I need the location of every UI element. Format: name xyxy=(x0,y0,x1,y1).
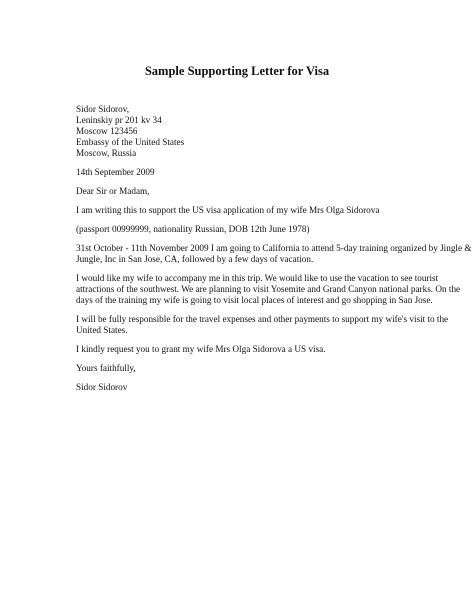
address-line: Sidor Sidorov, xyxy=(76,104,130,114)
signature-name: Sidor Sidorov xyxy=(76,382,128,392)
closing: Yours faithfully, xyxy=(76,363,136,373)
paragraph-line: I kindly request you to grant my wife Mrs Olga Sidorova a US visa. xyxy=(76,344,326,354)
paragraph-line: I am writing this to support the US visa application of my wife Mrs Olga Sidorova xyxy=(76,205,380,215)
paragraph-line: (passport 00999999, nationality Russian, DOB 12th June 1978) xyxy=(76,224,310,234)
paragraph-purpose xyxy=(76,205,474,216)
paragraph-trip xyxy=(76,273,474,306)
paragraph-line: I would like my wife to accompany me in this trip. We would like to use the vacation to see tourist xyxy=(76,273,439,283)
address-line: Embassy of the United States xyxy=(76,137,185,147)
address-line: Moscow 123456 xyxy=(76,126,138,136)
paragraph-line: Jungle, Inc in San Jose, CA, followed by a few days of vacation. xyxy=(76,254,314,264)
paragraph-line: days of the training my wife is going to visit local places of interest and go shopping in San Jose. xyxy=(76,295,433,305)
paragraph-line: I will be fully responsible for the travel expenses and other payments to support my wife's visit to the xyxy=(76,314,449,324)
letter-title: Sample Supporting Letter for Visa xyxy=(144,64,330,78)
paragraph-dates xyxy=(76,243,474,265)
address-line: Leninskiy pr 201 kv 34 xyxy=(76,115,162,125)
address-line: Moscow, Russia xyxy=(76,148,137,158)
letter-body xyxy=(76,104,474,393)
sender-address-block xyxy=(76,104,474,159)
paragraph-passport xyxy=(76,224,474,235)
paragraph-request xyxy=(76,344,474,355)
paragraph-responsibility xyxy=(76,314,474,336)
paragraph-line: United States. xyxy=(76,325,128,335)
paragraph-line: 31st October - 11th November 2009 I am going to California to attend 5-day training organized by Jingle & xyxy=(76,243,472,253)
salutation: Dear Sir or Madam, xyxy=(76,186,150,196)
letter-date: 14th September 2009 xyxy=(76,167,155,177)
paragraph-line: attractions of the southwest. We are planning to visit Yosemite and Grand Canyon national parks. On the xyxy=(76,284,461,294)
